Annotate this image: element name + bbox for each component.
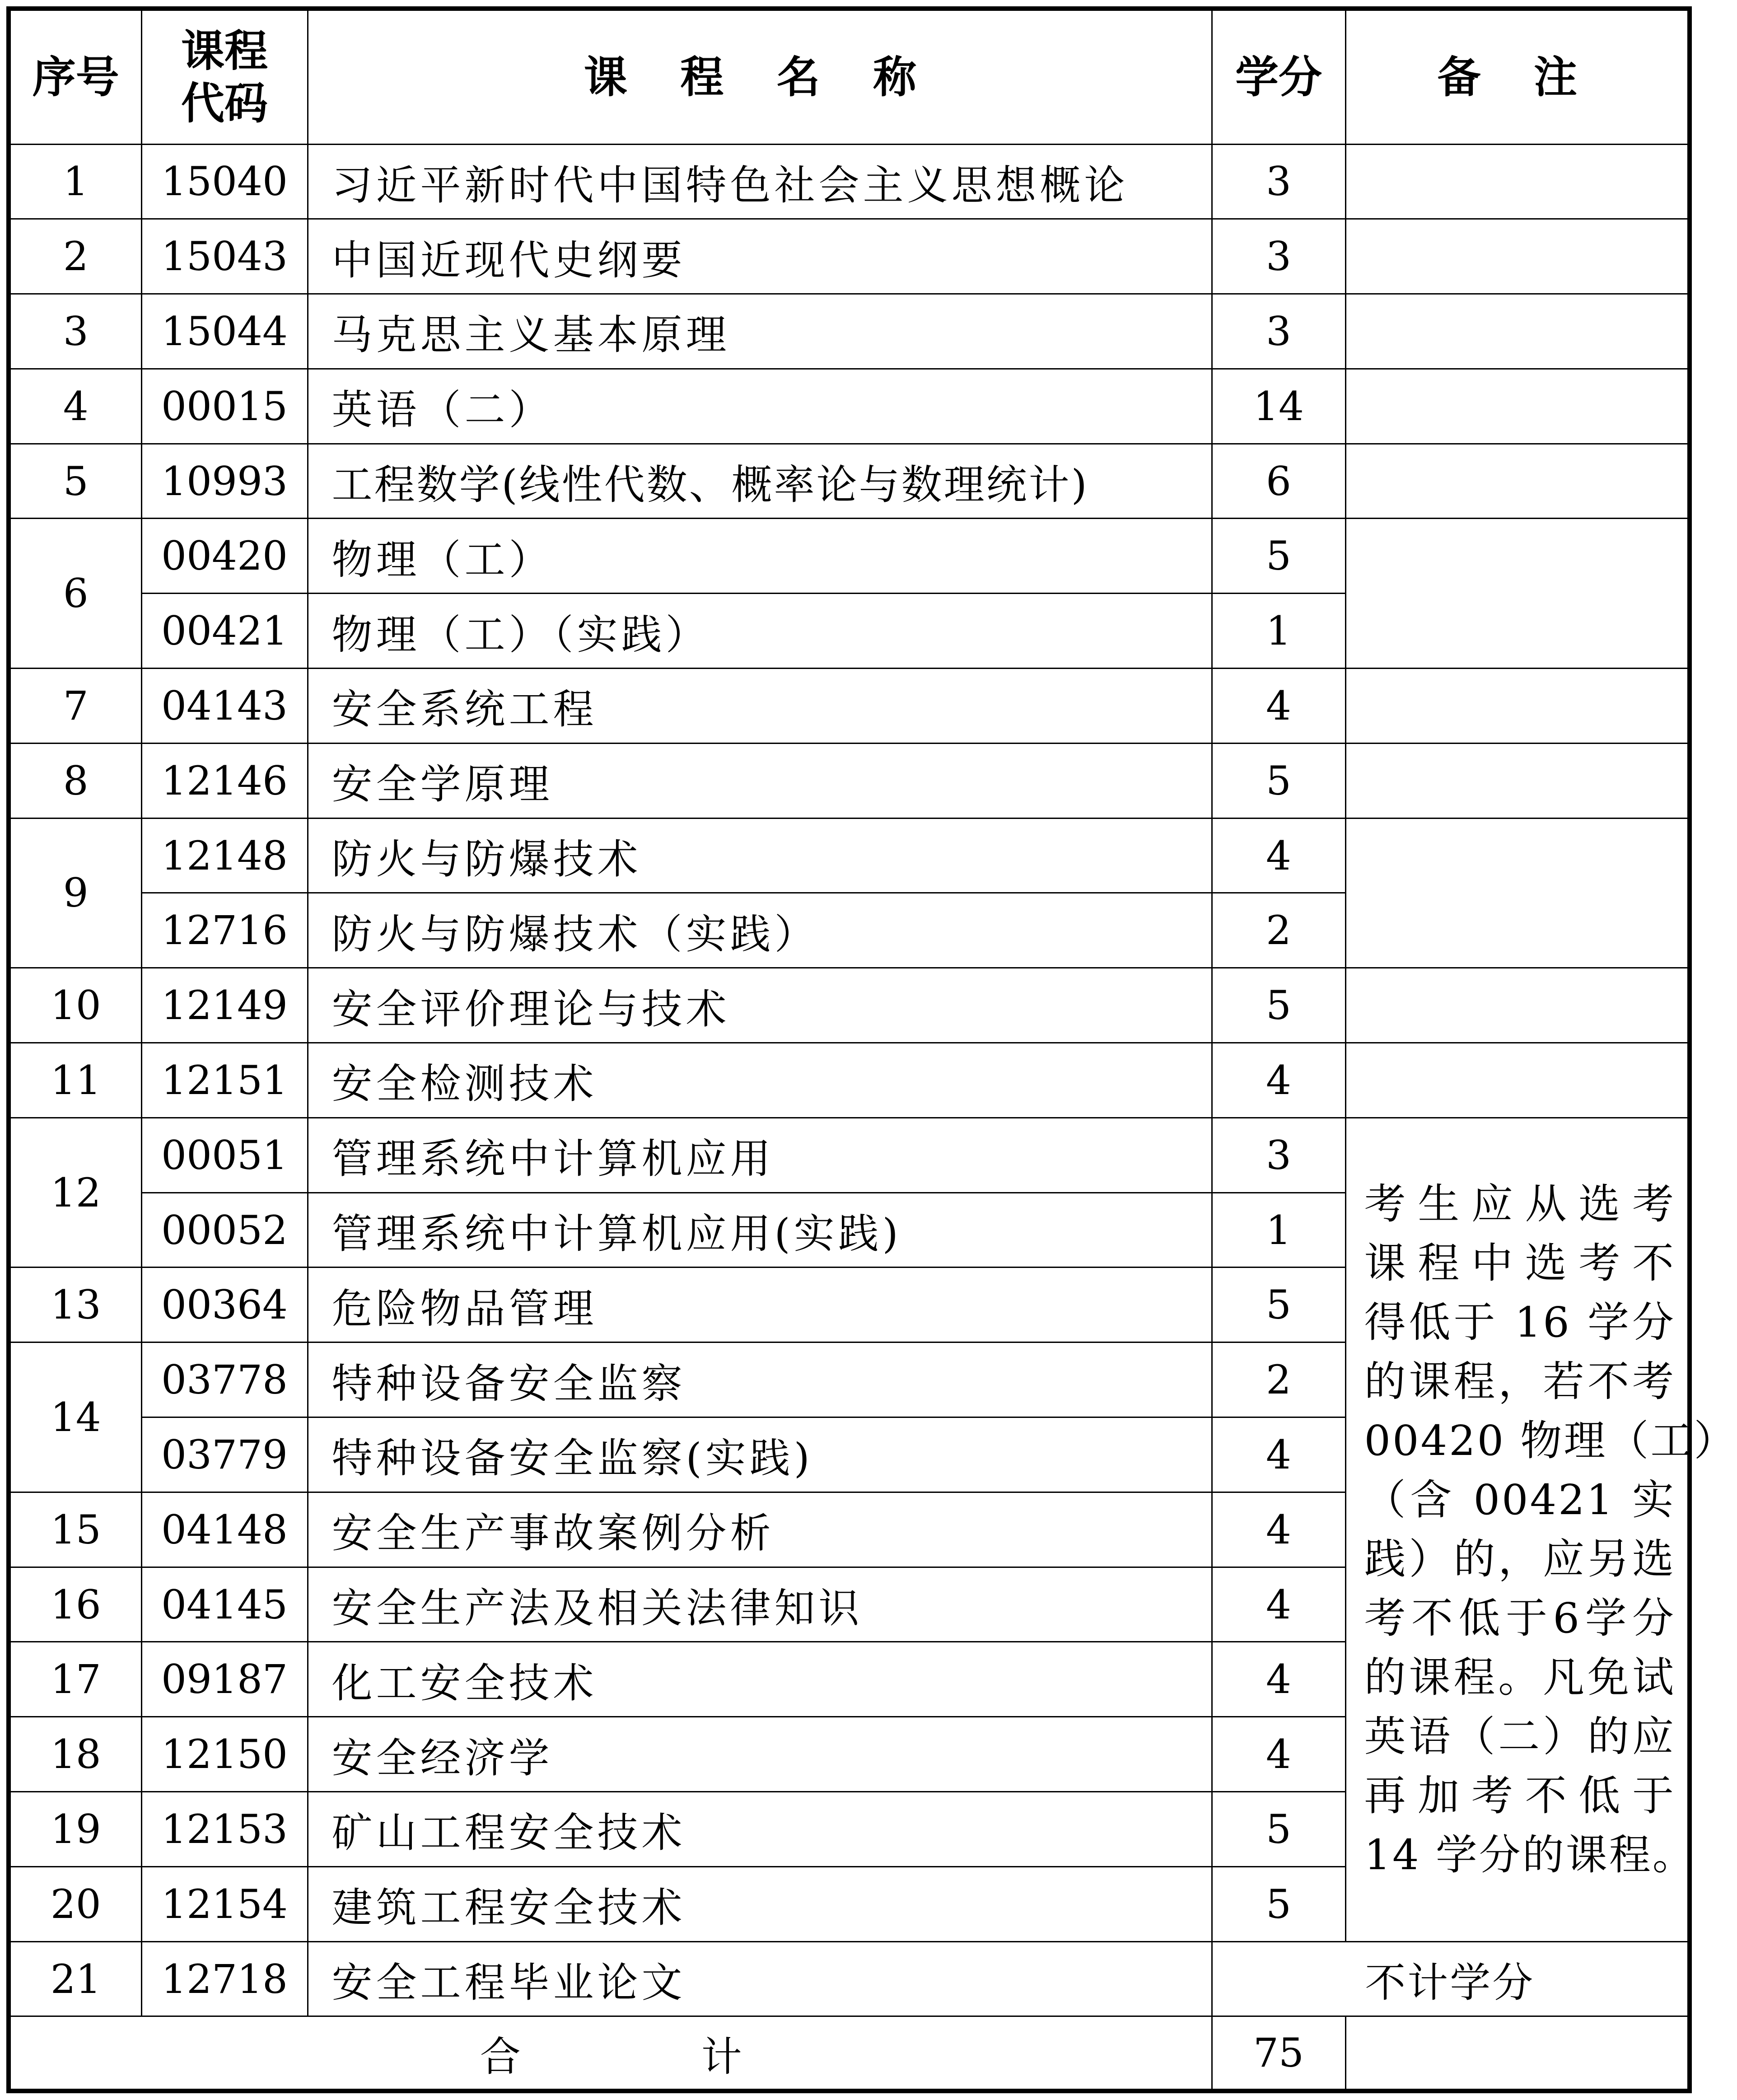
row-index: 16: [9, 1567, 141, 1642]
no-credit-note: 不计学分: [1212, 1941, 1690, 2016]
course-name: 防火与防爆技术（实践）: [308, 893, 1212, 968]
course-name: 安全检测技术: [308, 1043, 1212, 1118]
course-code: 03779: [141, 1417, 308, 1492]
course-name: 化工安全技术: [308, 1642, 1212, 1717]
table-row: [9, 444, 1690, 519]
remark-cell: [1345, 1043, 1690, 1118]
course-name: 管理系统中计算机应用(实践): [308, 1193, 1212, 1267]
row-index: 18: [9, 1717, 141, 1792]
course-name: 安全生产事故案例分析: [308, 1492, 1212, 1567]
remark-cell: [1345, 219, 1690, 294]
course-name: 安全生产法及相关法律知识: [308, 1567, 1212, 1642]
course-credits: 5: [1212, 743, 1345, 818]
course-code: 12148: [141, 818, 308, 893]
course-code: 04148: [141, 1492, 308, 1567]
remark-cell: [1345, 519, 1690, 669]
elective-note-line: 考不低于6学分: [1364, 1594, 1676, 1643]
course-code: 12151: [141, 1043, 308, 1118]
course-credits: 5: [1212, 1267, 1345, 1342]
row-index: 1: [9, 144, 141, 219]
elective-note-line: 得低于 16 学分: [1364, 1298, 1676, 1347]
elective-note-line: 课程中选考不: [1364, 1239, 1676, 1288]
table-row: [9, 369, 1690, 444]
remark-cell: [1345, 743, 1690, 818]
course-code: 12146: [141, 743, 308, 818]
course-name: 工程数学(线性代数、概率论与数理统计): [308, 444, 1212, 519]
course-credits: 4: [1212, 1492, 1345, 1567]
course-code: 09187: [141, 1642, 308, 1717]
elective-note-line: 00420 物理（工）: [1364, 1417, 1737, 1465]
table-row: [9, 669, 1690, 744]
elective-note: [1345, 1118, 1737, 1941]
course-credits: 1: [1212, 594, 1345, 669]
course-name: 物理（工）: [308, 519, 1212, 594]
course-credits: 4: [1212, 1043, 1345, 1118]
remark-cell: [1345, 144, 1690, 219]
course-credits: 5: [1212, 968, 1345, 1043]
header-code: 课程代码: [141, 9, 308, 144]
row-index: 2: [9, 219, 141, 294]
course-name: 英语（二）: [308, 369, 1212, 444]
course-credits: 4: [1212, 818, 1345, 893]
course-code: 12154: [141, 1866, 308, 1941]
course-name: 安全系统工程: [308, 669, 1212, 744]
course-code: 12150: [141, 1717, 308, 1792]
total-credits: 75: [1212, 2016, 1345, 2091]
elective-note-line: 再加考不低于: [1364, 1772, 1676, 1820]
row-index: 11: [9, 1043, 141, 1118]
remark-cell: [1345, 669, 1690, 744]
elective-note-line: 的课程。凡免试: [1364, 1653, 1676, 1702]
total-row: [9, 2016, 1690, 2091]
row-index: 21: [9, 1941, 141, 2016]
course-credits: 4: [1212, 1417, 1345, 1492]
row-index: 13: [9, 1267, 141, 1342]
course-code: 00052: [141, 1193, 308, 1267]
course-credits: 3: [1212, 144, 1345, 219]
course-credits: 6: [1212, 444, 1345, 519]
row-index: 19: [9, 1792, 141, 1867]
table-row: [9, 144, 1690, 219]
row-index: 17: [9, 1642, 141, 1717]
elective-note-line: 英语（二）的应: [1364, 1712, 1676, 1761]
course-name: 习近平新时代中国特色社会主义思想概论: [308, 144, 1212, 219]
course-credits: 2: [1212, 893, 1345, 968]
course-name: 防火与防爆技术: [308, 818, 1212, 893]
course-name: 安全学原理: [308, 743, 1212, 818]
course-name: 安全工程毕业论文: [308, 1941, 1212, 2016]
course-name: 危险物品管理: [308, 1267, 1212, 1342]
elective-note-line: （含 00421 实: [1364, 1476, 1676, 1525]
course-credits: 3: [1212, 1118, 1345, 1193]
header-row: [9, 9, 1690, 144]
course-name: 马克思主义基本原理: [308, 294, 1212, 369]
course-credits: 5: [1212, 519, 1345, 594]
remark-cell: [1345, 369, 1690, 444]
course-name: 物理（工）（实践）: [308, 594, 1212, 669]
course-code: 00364: [141, 1267, 308, 1342]
remark-cell: [1345, 968, 1690, 1043]
table-row: [9, 294, 1690, 369]
row-index: 15: [9, 1492, 141, 1567]
header-name: 课 程 名 称: [308, 9, 1212, 144]
table-row: [9, 743, 1690, 818]
course-credits: 2: [1212, 1342, 1345, 1417]
elective-note-line: 14 学分的课程。: [1364, 1831, 1696, 1880]
remark-cell: [1345, 2016, 1690, 2091]
course-code: 04143: [141, 669, 308, 744]
course-name: 中国近现代史纲要: [308, 219, 1212, 294]
course-name: 矿山工程安全技术: [308, 1792, 1212, 1867]
elective-note-line: 考生应从选考: [1364, 1180, 1676, 1229]
course-code: 15044: [141, 294, 308, 369]
table-row: [9, 818, 1690, 893]
table-row: [9, 219, 1690, 294]
course-code: 12716: [141, 893, 308, 968]
course-code: 00421: [141, 594, 308, 669]
course-credits: 4: [1212, 1717, 1345, 1792]
course-code: 15043: [141, 219, 308, 294]
row-index: 7: [9, 669, 141, 744]
remark-cell: [1345, 294, 1690, 369]
elective-note-line: 的课程，若不考: [1364, 1357, 1676, 1406]
course-name: 建筑工程安全技术: [308, 1866, 1212, 1941]
course-name: 特种设备安全监察: [308, 1342, 1212, 1417]
row-index: 20: [9, 1866, 141, 1941]
course-credits: 4: [1212, 1642, 1345, 1717]
table-row: [9, 1043, 1690, 1118]
remark-cell: [1345, 818, 1690, 968]
row-index: 4: [9, 369, 141, 444]
course-code: 03778: [141, 1342, 308, 1417]
course-credits: 3: [1212, 219, 1345, 294]
course-code: 12149: [141, 968, 308, 1043]
header-index: 序号: [9, 9, 141, 144]
course-code: 10993: [141, 444, 308, 519]
course-credits: 1: [1212, 1193, 1345, 1267]
row-index: 12: [9, 1118, 141, 1267]
elective-note-line: 践）的，应另选: [1364, 1535, 1676, 1584]
table-row: [9, 1118, 1690, 1193]
row-index: 6: [9, 519, 141, 669]
course-table: [6, 6, 1737, 2093]
course-code: 00420: [141, 519, 308, 594]
course-code: 00051: [141, 1118, 308, 1193]
course-credits: 14: [1212, 369, 1345, 444]
row-index: 10: [9, 968, 141, 1043]
course-code: 12153: [141, 1792, 308, 1867]
course-name: 安全经济学: [308, 1717, 1212, 1792]
course-name: 特种设备安全监察(实践): [308, 1417, 1212, 1492]
header-remarks: 备 注: [1345, 9, 1690, 144]
course-code: 12718: [141, 1941, 308, 2016]
row-index: 9: [9, 818, 141, 968]
course-code: 15040: [141, 144, 308, 219]
row-index: 8: [9, 743, 141, 818]
course-credits: 3: [1212, 294, 1345, 369]
course-code: 04145: [141, 1567, 308, 1642]
table-row: [9, 968, 1690, 1043]
course-credits: 4: [1212, 1567, 1345, 1642]
row-index: 14: [9, 1342, 141, 1492]
header-credits: 学分: [1212, 9, 1345, 144]
remark-cell: [1345, 444, 1690, 519]
course-name: 安全评价理论与技术: [308, 968, 1212, 1043]
row-index: 5: [9, 444, 141, 519]
course-credits: 5: [1212, 1866, 1345, 1941]
course-credits: 5: [1212, 1792, 1345, 1867]
course-credits: 4: [1212, 669, 1345, 744]
table-row: [9, 1941, 1690, 2016]
course-name: 管理系统中计算机应用: [308, 1118, 1212, 1193]
row-index: 3: [9, 294, 141, 369]
table-row: [9, 519, 1690, 594]
total-label: 合计: [9, 2016, 1212, 2091]
course-code: 00015: [141, 369, 308, 444]
